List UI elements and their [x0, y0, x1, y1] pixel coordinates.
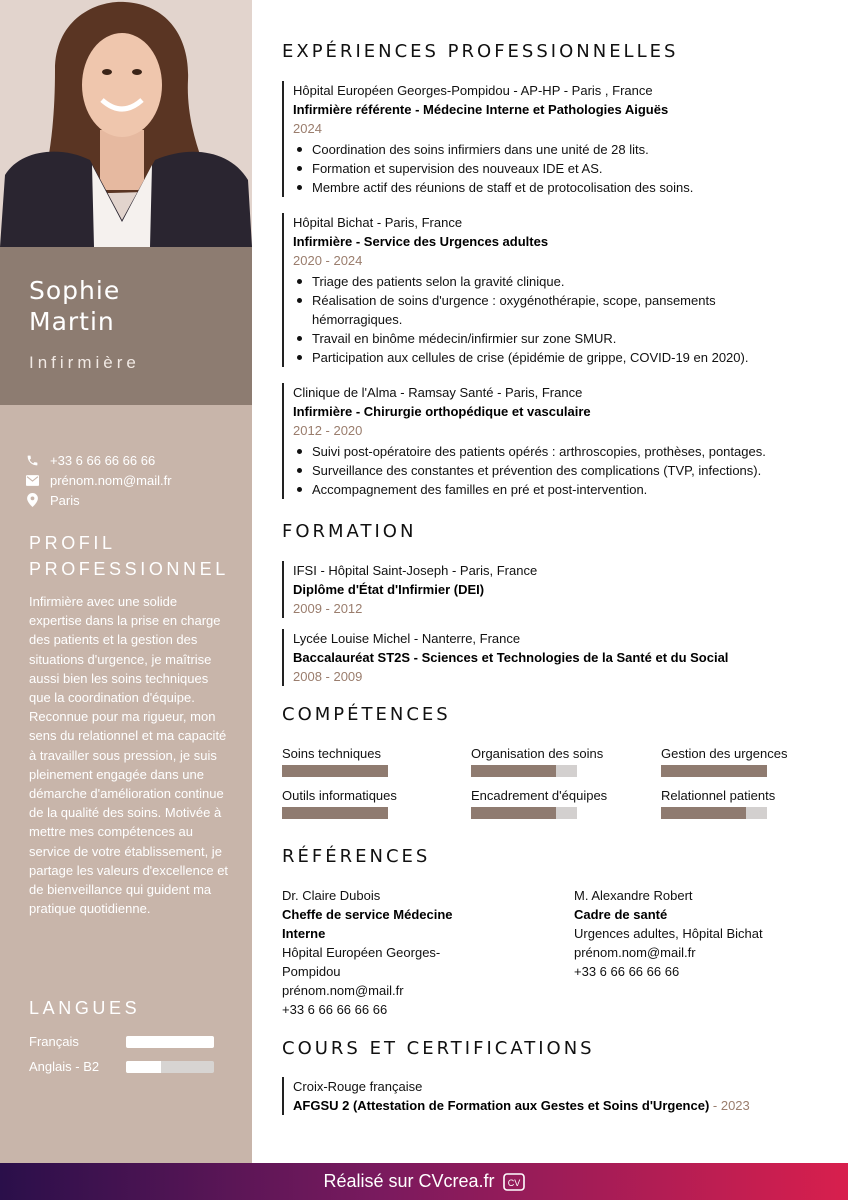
first-name: Sophie: [29, 276, 121, 305]
experience-entry: [282, 383, 822, 499]
experience-org: Clinique de l'Alma - Ramsay Santé - Paris, France: [293, 385, 583, 400]
mail-icon: [25, 473, 39, 487]
reference-name: M. Alexandre Robert: [574, 888, 693, 903]
skill-level-bar: [282, 765, 388, 777]
contact-email: [25, 470, 172, 490]
experience-role: Infirmière référente - Médecine Interne et Pathologies Aiguës: [293, 102, 669, 117]
skill-level-bar: [661, 765, 767, 777]
reference-name: Dr. Claire Dubois: [282, 888, 381, 903]
experience-date: 2012 - 2020: [293, 423, 363, 438]
reference-card: [574, 886, 804, 981]
bullet-item: Triage des patients selon la gravité clinique.: [293, 272, 773, 291]
bullet-item: Suivi post-opératoire des patients opérés : arthroscopies, prothèses, pontages.: [293, 442, 822, 461]
experience-date: 2020 - 2024: [293, 253, 363, 268]
experience-entry: [282, 213, 822, 367]
reference-place: Hôpital Européen Georges-Pompidou: [282, 945, 441, 979]
last-name: Martin: [29, 307, 115, 336]
phone-icon: [25, 453, 39, 467]
certification-org: Croix-Rouge française: [293, 1079, 423, 1094]
bullet-item: Travail en binôme médecin/infirmier sur zone SMUR.: [293, 329, 773, 348]
bullet-item: Accompagnement des familles en pré et post-intervention.: [293, 480, 822, 499]
contact-phone-text: +33 6 66 66 66 66: [50, 452, 156, 468]
certification-title: AFGSU 2 (Attestation de Formation aux Gestes et Soins d'Urgence): [293, 1098, 710, 1113]
job-title: Infirmière: [29, 353, 140, 372]
profile-heading: [29, 530, 229, 582]
skill-level-fill: [282, 807, 388, 819]
cv-logo-icon: [503, 1173, 525, 1191]
education-date: 2008 - 2009: [293, 669, 363, 684]
skill-label: Soins techniques: [282, 746, 382, 761]
bullet-item: Surveillance des constantes et prévention des complications (TVP, infections).: [293, 461, 822, 480]
profile-heading-line1: PROFIL: [29, 533, 116, 553]
education-entry: [282, 629, 822, 686]
cv-logo-text: CV: [507, 1177, 520, 1188]
reference-title: Cheffe de service Médecine Interne: [282, 907, 453, 941]
skill-item: [661, 746, 821, 777]
language-item: [29, 1059, 219, 1074]
certification-line: [293, 1096, 822, 1115]
skill-level-bar: [471, 765, 577, 777]
language-level-bar: [126, 1061, 214, 1073]
contact-email-text: prénom.nom@mail.fr: [50, 472, 172, 488]
skill-item: [282, 746, 442, 777]
skill-label: Outils informatiques: [282, 788, 397, 803]
skill-level-fill: [471, 765, 556, 777]
education-degree: Diplôme d'État d'Infirmier (DEI): [293, 582, 485, 597]
skill-label: Encadrement d'équipes: [471, 788, 608, 803]
skills-heading: COMPÉTENCES: [282, 704, 451, 725]
skill-label: Gestion des urgences: [661, 746, 788, 761]
sidebar: [0, 0, 252, 1163]
profile-heading-line2: PROFESSIONNEL: [29, 559, 229, 579]
experience-role: Infirmière - Chirurgie orthopédique et vasculaire: [293, 404, 591, 419]
experience-org: Hôpital Bichat - Paris, France: [293, 215, 463, 230]
contact-location: [25, 490, 172, 510]
profile-photo: [0, 0, 252, 247]
reference-title: Cadre de santé: [574, 907, 668, 922]
skill-item: [282, 788, 442, 819]
skill-level-fill: [282, 765, 388, 777]
experience-bullets: [293, 140, 822, 197]
bullet-item: Membre actif des réunions de staff et de protocolisation des soins.: [293, 178, 822, 197]
reference-phone: +33 6 66 66 66 66: [574, 964, 680, 979]
skill-level-bar: [282, 807, 388, 819]
experience-entry: [282, 81, 822, 197]
skill-item: [471, 788, 631, 819]
bullet-item: Coordination des soins infirmiers dans une unité de 28 lits.: [293, 140, 822, 159]
bullet-item: Formation et supervision des nouveaux IDE et AS.: [293, 159, 822, 178]
certification-date: 2023: [720, 1098, 750, 1113]
language-level-fill: [126, 1036, 214, 1048]
experience-heading: EXPÉRIENCES PROFESSIONNELLES: [282, 41, 679, 62]
location-pin-icon: [25, 493, 39, 507]
name-block: [0, 247, 252, 405]
skill-level-fill: [661, 807, 746, 819]
skill-label: Relationnel patients: [661, 788, 776, 803]
reference-place: Urgences adultes, Hôpital Bichat: [574, 926, 763, 941]
skill-level-bar: [661, 807, 767, 819]
reference-card: [282, 886, 482, 1019]
experience-date: 2024: [293, 121, 322, 136]
experience-bullets: [293, 442, 822, 499]
reference-email: prénom.nom@mail.fr: [282, 983, 404, 998]
certification-entry: [282, 1077, 822, 1115]
reference-email: prénom.nom@mail.fr: [574, 945, 696, 960]
skill-item: [661, 788, 821, 819]
footer-banner[interactable]: [0, 1163, 848, 1200]
language-label: Français: [29, 1034, 79, 1049]
bullet-item: Participation aux cellules de crise (épidémie de grippe, COVID-19 en 2020).: [293, 348, 773, 367]
education-degree: Baccalauréat ST2S - Sciences et Technologies de la Santé et du Social: [293, 650, 729, 665]
skill-item: [471, 746, 631, 777]
skill-level-bar: [471, 807, 577, 819]
profile-summary: Infirmière avec une solide expertise dans la prise en charge des patients et la gestion des situations d'urgence, je maîtrise aussi bien les soins techniques que la coordination d'équipe. Reconnue pour ma rigueur, mon sens du relationnel et ma capacité à travailler sous pression, je suis pleinement engagée dans une démarche d'amélioration continue de la qualité des soins. Motivée à mettre mes compétences au service de votre établissement, je partage les valeurs d'excellence et de bienveillance qui guident ma pratique quotidienne.: [29, 594, 229, 917]
education-org: Lycée Louise Michel - Nanterre, France: [293, 631, 521, 646]
language-level-fill: [126, 1061, 161, 1073]
education-org: IFSI - Hôpital Saint-Joseph - Paris, France: [293, 563, 538, 578]
reference-phone: +33 6 66 66 66 66: [282, 1002, 388, 1017]
certification-date-sep: -: [709, 1098, 721, 1113]
contact-phone: [25, 450, 172, 470]
skill-level-fill: [661, 765, 767, 777]
experience-bullets: [293, 272, 773, 367]
education-entry: [282, 561, 822, 618]
certifications-heading: COURS ET CERTIFICATIONS: [282, 1038, 595, 1059]
contact-list: [25, 450, 172, 510]
language-label: Anglais - B2: [29, 1059, 100, 1074]
language-item: [29, 1034, 219, 1049]
bullet-item: Réalisation de soins d'urgence : oxygénothérapie, scope, pansements hémorragiques.: [293, 291, 773, 329]
skill-level-fill: [471, 807, 556, 819]
education-heading: FORMATION: [282, 521, 417, 542]
language-level-bar: [126, 1036, 214, 1048]
footer-text[interactable]: Réalisé sur CVcrea.fr: [323, 1171, 495, 1191]
education-date: 2009 - 2012: [293, 601, 363, 616]
experience-org: Hôpital Européen Georges-Pompidou - AP-HP - Paris , France: [293, 83, 653, 98]
skill-label: Organisation des soins: [471, 746, 604, 761]
experience-role: Infirmière - Service des Urgences adultes: [293, 234, 549, 249]
languages-heading: LANGUES: [29, 998, 141, 1018]
contact-location-text: Paris: [50, 492, 80, 508]
references-heading: RÉFÉRENCES: [282, 846, 431, 867]
